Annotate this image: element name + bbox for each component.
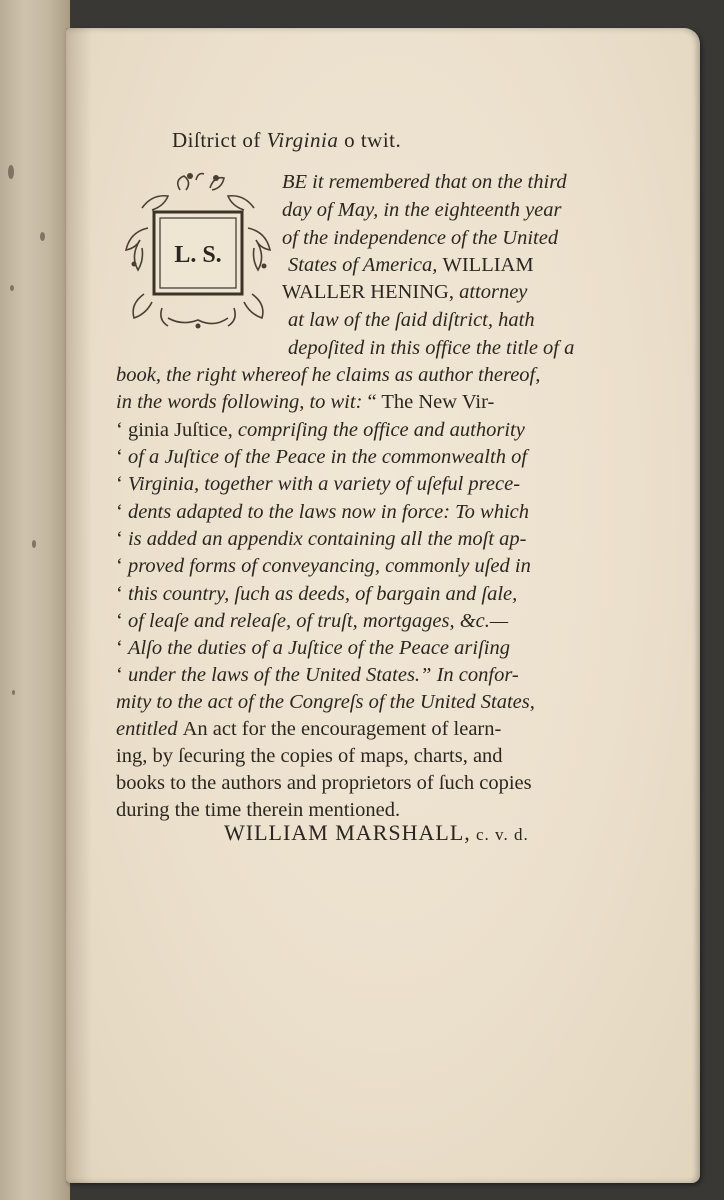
- signature-name: WILLIAM MARSHALL,: [224, 820, 471, 845]
- text-segment: ‘: [116, 473, 128, 495]
- text-segment: ‘: [116, 637, 128, 659]
- text-segment: of a Juſtice of the Peace in the commonwealth of: [127, 446, 528, 468]
- text-segment: is added an appendix containing all the moſt ap-: [127, 528, 527, 550]
- text-line: [116, 584, 517, 605]
- text-segment: ‘: [116, 555, 128, 577]
- text-line: [116, 611, 508, 632]
- seal-label: L. S.: [174, 242, 222, 268]
- text-segment: ‘: [116, 528, 128, 550]
- text-line: [288, 255, 534, 276]
- text-segment: ‘: [116, 501, 128, 523]
- text-segment: attorney: [459, 281, 528, 303]
- text-line: [116, 665, 519, 686]
- heading-prefix: Diſtrict of: [172, 128, 267, 152]
- text-line: [116, 474, 520, 495]
- text-segment: ‘: [116, 446, 128, 468]
- text-line: [116, 719, 501, 740]
- seal-emblem: [118, 168, 278, 333]
- text-segment: book, the right whereof he claims as author thereof,: [116, 364, 541, 386]
- text-segment: ‘: [116, 664, 128, 686]
- text-segment: ‘: [116, 583, 128, 605]
- text-segment: “ The New Vir-: [367, 391, 495, 413]
- text-line: [116, 638, 510, 659]
- text-segment: of leaſe and releaſe, of truſt, mortgages, &c.—: [127, 610, 509, 632]
- text-line: [288, 338, 574, 359]
- text-line: [282, 200, 562, 221]
- text-line: [288, 310, 535, 331]
- text-segment: books to the authors and proprietors of ſuch copies: [116, 772, 532, 794]
- text-segment: ing, by ſecuring the copies of maps, charts, and: [116, 745, 503, 767]
- text-segment: ‘: [116, 610, 128, 632]
- text-line: [116, 746, 503, 767]
- text-segment: An act for the encouragement of learn-: [182, 718, 502, 740]
- text-segment: WILLIAM: [442, 254, 534, 276]
- text-line: [282, 228, 558, 249]
- text-segment: day of May, in the eighteenth year: [282, 199, 562, 221]
- text-line: [116, 420, 525, 441]
- text-line: [282, 172, 567, 193]
- text-segment: in the words following, to wit:: [116, 391, 368, 413]
- district-heading: [172, 128, 401, 153]
- text-segment: ginia Juſtice,: [127, 419, 238, 441]
- text-segment: dents adapted to the laws now in force: To which: [127, 501, 530, 523]
- text-line: [116, 692, 535, 713]
- facing-page-edge: [0, 0, 70, 1200]
- text-segment: during the time therein mentioned.: [116, 799, 401, 821]
- text-segment: States of America,: [288, 254, 443, 276]
- text-segment: depoſited in this office the title of a: [288, 337, 575, 359]
- text-line: [116, 529, 527, 550]
- text-line: [116, 556, 531, 577]
- text-line: [116, 502, 529, 523]
- text-segment: compriſing the office and authority: [237, 419, 525, 441]
- text-segment: ‘: [116, 419, 128, 441]
- heading-suffix: o twit.: [338, 128, 402, 152]
- text-segment: BE it remembered that on the third: [282, 171, 567, 193]
- text-line: [116, 365, 540, 386]
- text-segment: at law of the ſaid diſtrict, hath: [288, 309, 535, 331]
- text-line: [116, 447, 527, 468]
- heading-state: Virginia: [266, 128, 339, 152]
- text-segment: Alſo the duties of a Juſtice of the Peace ariſing: [127, 637, 510, 659]
- text-line: [116, 773, 532, 794]
- text-segment: mity to the act of the Congreſs of the United States,: [116, 691, 535, 713]
- text-line: [282, 282, 527, 303]
- text-line: [116, 800, 400, 821]
- text-line: [116, 392, 494, 413]
- text-segment: under the laws of the United States.” In confor-: [127, 664, 519, 686]
- text-segment: proved forms of conveyancing, commonly uſed in: [127, 555, 531, 577]
- text-segment: of the independence of the United: [282, 227, 559, 249]
- text-segment: this country, ſuch as deeds, of bargain and ſale,: [127, 583, 518, 605]
- text-segment: entitled: [116, 718, 183, 740]
- signature-title: c. v. d.: [470, 825, 529, 844]
- signature: [224, 820, 529, 846]
- text-segment: WALLER HENING,: [282, 281, 460, 303]
- text-segment: Virginia, together with a variety of uſeful prece-: [127, 473, 521, 495]
